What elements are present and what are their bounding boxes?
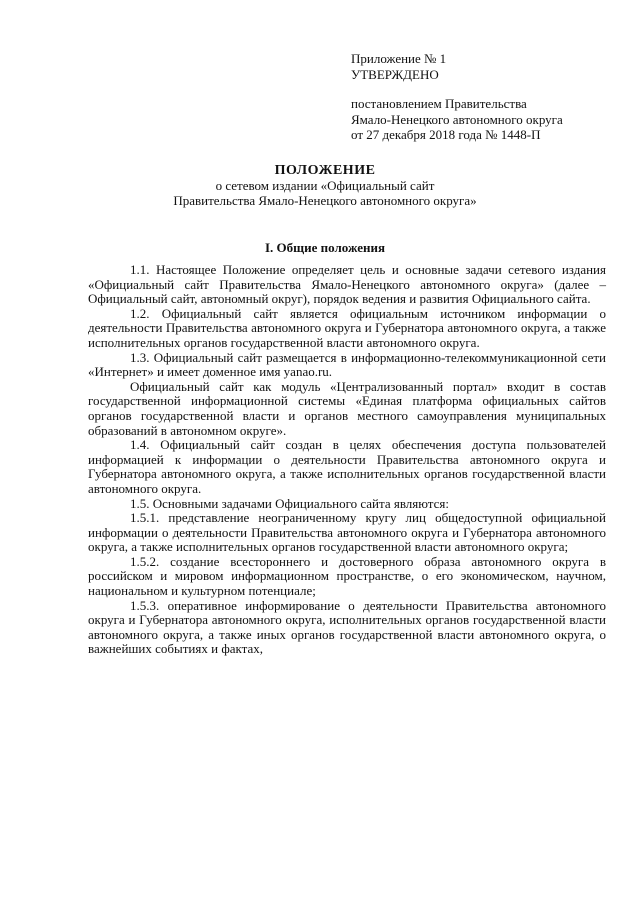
document-body — [88, 263, 606, 657]
document-title — [90, 163, 560, 208]
approved-label: УТВЕРЖДЕНО — [351, 66, 439, 82]
decree-line-2: Ямало-Ненецкого автономного округа — [351, 111, 563, 127]
section-heading: I. Общие положения — [265, 240, 385, 255]
paragraph-1-1: 1.1. Настоящее Положение определяет цель и основные задачи сетевого издания «Официальный сайт Правительства Ямало-Ненецкого автономного округа» (далее – Официальный сайт, автономный округ), порядок ведения и развития Официального сайта. — [88, 262, 606, 307]
paragraph-1-3-module: Официальный сайт как модуль «Централизованный портал» входит в состав государственной информационной системы «Единая платформа официальных сайтов органов государственной власти и органов местного самоуправления муниципальных образований в автономном округе». — [88, 378, 606, 438]
paragraph-1-2: 1.2. Официальный сайт является официальным источником информации о деятельности Правительства автономного округа и Губернатора автономного округа, а также исполнительных органов государственной власти автономного округа. — [88, 305, 606, 350]
paragraph-1-5: 1.5. Основными задачами Официального сайта являются: — [130, 495, 450, 511]
title-main: ПОЛОЖЕНИЕ — [274, 163, 376, 178]
paragraph-1-5-3: 1.5.3. оперативное информирование о деятельности Правительства автономного округа и Губернатора автономного округа, исполнительных органов государственной власти автономного округа, а также иных органов государственной власти автономного округа, о важнейших событиях и фактах, — [88, 597, 606, 657]
decree-line-3: от 27 декабря 2018 года № 1448-П — [351, 127, 541, 142]
title-line-2: Правительства Ямало-Ненецкого автономного округа» — [173, 193, 477, 208]
title-line-1: о сетевом издании «Официальный сайт — [215, 178, 435, 193]
paragraph-1-5-1: 1.5.1. представление неограниченному кругу лиц общедоступной официальной информации о деятельности Правительства автономного округа и Губернатора автономного округа, а также исполнительных органов государственной власти автономного округа; — [88, 510, 606, 555]
paragraph-1-4: 1.4. Официальный сайт создан в целях обеспечения доступа пользователей информацией к информации о деятельности Правительства автономного округа и Губернатора автономного округа, а также исполнительных органов государственной власти автономного округа. — [88, 437, 606, 496]
paragraph-1-5-2: 1.5.2. создание всестороннего и достоверного образа автономного округа в российском и мировом информационном пространстве, о его экономическом, научном, национальном и культурном потенциале; — [88, 553, 606, 599]
paragraph-1-3: 1.3. Официальный сайт размещается в информационно-телекоммуникационной сети «Интернет» и имеет доменное имя yanao.ru. — [88, 349, 606, 380]
appendix-number: Приложение № 1 — [351, 51, 447, 66]
decree-line-1: постановлением Правительства — [351, 96, 527, 111]
decree-reference — [351, 96, 563, 143]
appendix-block — [351, 51, 446, 82]
